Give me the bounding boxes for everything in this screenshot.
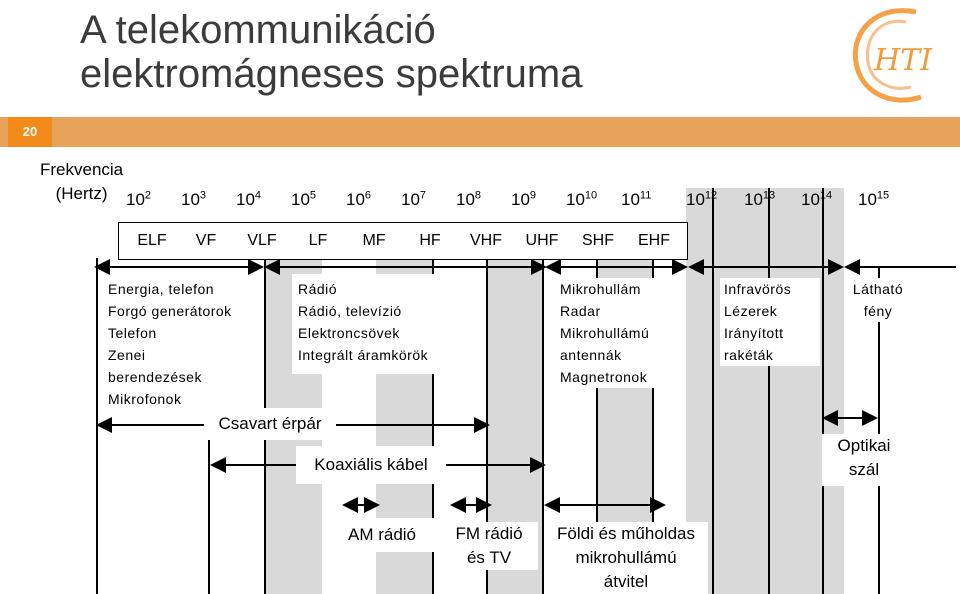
label-am-radio: AM rádió (330, 518, 434, 552)
band-hf: HF (419, 232, 441, 249)
app-item: Radar (560, 303, 601, 319)
band-shf: SHF (582, 232, 614, 249)
label-optical-fiber (822, 434, 906, 486)
slide-number: 20 (8, 117, 52, 147)
label-fm-line1: FM rádió (455, 524, 523, 543)
band-vhf: VHF (470, 232, 502, 249)
apps-infrared (720, 278, 820, 366)
app-item: Rádió (298, 281, 338, 297)
app-item: Zenei (108, 347, 146, 363)
label-coax: Koaxiális kábel (296, 446, 446, 484)
app-item: Telefon (108, 325, 157, 341)
apps-radio (292, 274, 462, 374)
band-lf: LF (308, 232, 328, 249)
apps-microwave (556, 278, 686, 388)
app-item: Rádió, televízió (298, 303, 402, 319)
title-line-1: A telekommunikáció (80, 8, 436, 52)
freq-tick: $10^{11}$ (621, 189, 652, 209)
band-vlf: VLF (247, 232, 277, 249)
freq-tick: $10^{15}$ (858, 189, 890, 209)
app-item: Energia, telefon (108, 281, 215, 297)
freq-tick: $10^7$ (401, 189, 427, 209)
label-fm-line2: és TV (466, 548, 512, 567)
band-mf: MF (362, 232, 386, 249)
label-optical-line1: Optikai (837, 436, 891, 455)
app-item: Mikrohullám (560, 281, 641, 297)
apps-visible-light (846, 278, 910, 322)
app-item: antennák (560, 347, 622, 363)
freq-tick: $10^2$ (126, 189, 152, 209)
label-satellite (544, 522, 708, 594)
label-sat-line2: mikrohullámú (575, 548, 677, 567)
app-item: Lézerek (724, 303, 778, 319)
app-item: berendezések (108, 369, 202, 385)
app-item: Látható (852, 281, 904, 297)
apps-low-frequency (104, 278, 258, 410)
app-item: Infravörös (724, 281, 792, 297)
freq-tick: $10^8$ (456, 189, 482, 209)
app-item: Elektroncsövek (298, 325, 400, 341)
frequency-label-line1: Frekvencia (40, 160, 124, 179)
freq-tick: $10^{10}$ (566, 189, 598, 209)
app-item: rakéták (724, 347, 774, 363)
band-vf: VF (195, 232, 217, 249)
app-item: Forgó generátorok (108, 303, 232, 319)
frequency-label-line2: (Hertz) (55, 184, 108, 203)
freq-tick: $10^{12}$ (686, 189, 718, 209)
label-optical-line2: szál (848, 460, 880, 479)
label-sat-line1: Földi és műholdas (557, 524, 695, 543)
freq-tick: $10^3$ (181, 189, 207, 209)
freq-tick: $10^5$ (291, 189, 317, 209)
band-elf: ELF (137, 232, 167, 249)
app-item: Mikrofonok (108, 391, 182, 407)
freq-tick: $10^{13}$ (744, 189, 776, 209)
label-sat-line3: átvitel (603, 572, 649, 591)
app-item: Integrált áramkörök (298, 347, 429, 363)
freq-tick: $10^{14}$ (801, 189, 833, 209)
freq-tick: $10^9$ (511, 189, 537, 209)
app-item: Irányított (724, 325, 784, 341)
label-twisted-pair: Csavart érpár (204, 408, 336, 440)
band-ehf: EHF (638, 232, 670, 249)
app-item: Magnetronok (560, 369, 648, 385)
band-uhf: UHF (525, 232, 559, 249)
label-fm-tv (440, 522, 538, 570)
app-item: fény (863, 303, 893, 319)
freq-tick: $10^4$ (236, 189, 262, 209)
freq-tick: $10^6$ (346, 189, 372, 209)
logo-text: HTI (874, 43, 933, 78)
app-item: Mikrohullámú (560, 325, 650, 341)
title-line-2: elektromágneses spektruma (80, 52, 583, 96)
